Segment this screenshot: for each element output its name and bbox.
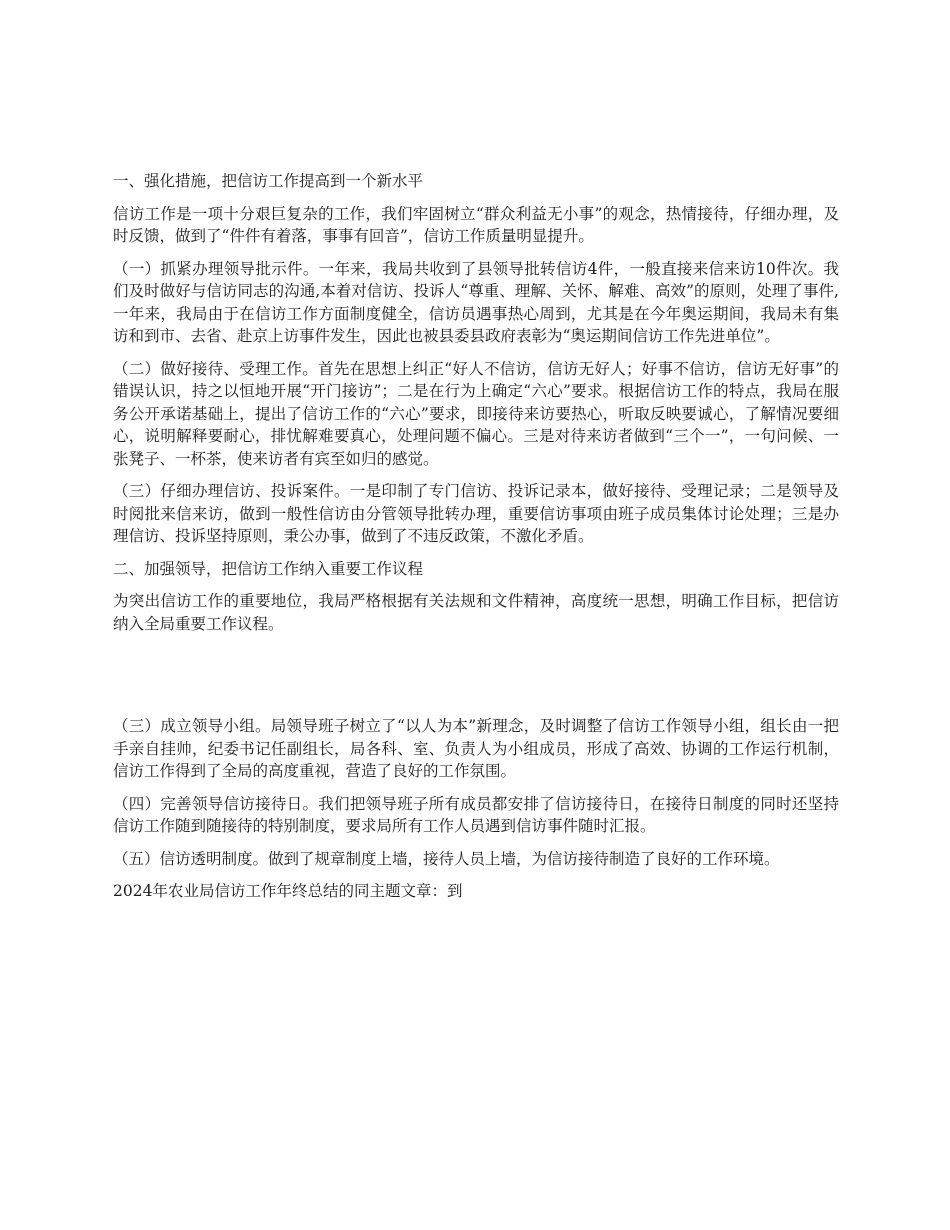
paragraph-item-2: （二）做好接待、受理工作。首先在思想上纠正“好人不信访，信访无好人；好事不信访，信访无好事”的错误认识，持之以恒地开展“开门接访”；二是在行为上确定“六心”要求。根据信访工作的特点，我局在服务公开承诺基础上，提出了信访工作的“六心”要求，即接待来访要热心，听取反映要诚心，了解情况要细心，说明解释要耐心，排忧解难要真心，处理问题不偏心。三是对待来访者做到“三个一”，一句问候、一张凳子、一杯茶，使来访者有宾至如归的感觉。 [113, 359, 839, 468]
section-heading-2: 二、加强领导，把信访工作纳入重要工作议程 [113, 559, 424, 578]
document-body [113, 170, 839, 913]
paragraph-item-3: （三）仔细办理信访、投诉案件。一是印制了专门信访、投诉记录本，做好接待、受理记录；二是领导及时阅批来信来访，做到一般性信访由分管领导批转办理，重要信访事项由班子成员集体讨论处理；三是办理信访、投诉坚持原则，秉公办事，做到了不违反政策，不激化矛盾。 [113, 482, 839, 545]
paragraph-item-3b: （三）成立领导小组。局领导班子树立了“以人为本”新理念，及时调整了信访工作领导小组，组长由一把手亲自挂帅，纪委书记任副组长，局各科、室、负责人为小组成员，形成了高效、协调的工作运行机制，信访工作得到了全局的高度重视，营造了良好的工作氛围。 [113, 717, 839, 780]
related-article-line: 2024年农业局信访工作年终总结的同主题文章：到 [113, 882, 463, 900]
paragraph-item-4: （四）完善领导信访接待日。我们把领导班子所有成员都安排了信访接待日，在接待日制度的同时还坚持信访工作随到随接待的特别制度，要求局所有工作人员遇到信访事件随时汇报。 [113, 794, 839, 835]
section-heading-1: 一、强化措施，把信访工作提高到一个新水平 [113, 172, 424, 190]
paragraph-item-5: （五）信访透明制度。做到了规章制度上墙，接待人员上墙，为信访接待制造了良好的工作环境。 [113, 849, 780, 868]
paragraph-intro: 信访工作是一项十分艰巨复杂的工作，我们牢固树立“群众利益无小事”的观念，热情接待，仔细办理，及时反馈，做到了“件件有着落，事事有回音”，信访工作质量明显提升。 [113, 204, 839, 245]
paragraph-item-1: （一）抓紧办理领导批示件。一年来，我局共收到了县领导批转信访4件，一般直接来信来访10件次。我们及时做好与信访同志的沟通,本着对信访、投诉人“尊重、理解、关怀、解难、高效”的原则，处理了事件,一年来，我局由于在信访工作方面制度健全，信访员遇事热心周到，尤其是在今年奥运期间，我局未有集访和到市、去省、赴京上访事件发生，因此也被县委县政府表彰为“奥运期间信访工作先进单位”。 [113, 259, 839, 345]
paragraph-section-2-intro: 为突出信访工作的重要地位，我局严格根据有关法规和文件精神，高度统一思想，明确工作目标，把信访纳入全局重要工作议程。 [113, 592, 839, 633]
blank-gap [113, 645, 839, 715]
